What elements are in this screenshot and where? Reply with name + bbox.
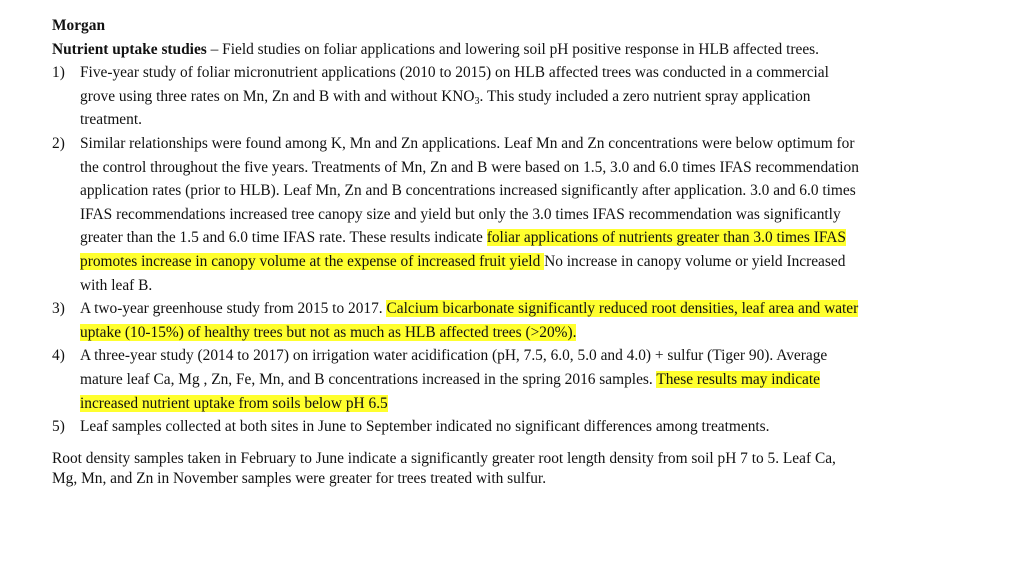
highlighted-text: These results may indicate increased nutrient uptake from soils below pH 6.5 — [80, 370, 820, 412]
highlighted-text: foliar applications of nutrients greater than 3.0 times IFAS promotes increase in canopy volume at the expense of increased fruit yield — [80, 229, 846, 270]
closing-paragraph: Root density samples taken in February to June indicate a significantly greater root length density from soil pH 7 to 5. Leaf Ca, Mg, Mn, and Zn in November samples were greater for trees treated with sulfur. — [52, 449, 836, 488]
list-number: 5) — [52, 418, 65, 436]
item-text: A three-year study (2014 to 2017) on irrigation water acidification (pH, 7.5, 6.0, 5.0 and 4.0) + sulfur (Tiger 90). Average mature leaf Ca, Mg , Zn, Fe, Mn, and B concentrations increased in the spring 2016 samples. — [80, 347, 828, 388]
intro-text: – Field studies on foliar applications and lowering soil pH positive response in HLB affected trees. — [206, 40, 820, 58]
list-item — [52, 415, 860, 439]
list-number: 4) — [52, 347, 65, 365]
intro-lead: Nutrient uptake studies — [52, 40, 207, 58]
list-number: 3) — [52, 300, 65, 318]
item-text: Five-year study of foliar micronutrient applications (2010 to 2015) on HLB affected trees was conducted in a commercial grove using three rates on Mn, Zn and B with and without KNO — [80, 64, 829, 105]
list-number: 1) — [52, 64, 65, 82]
item-text: Similar relationships were found among K, Mn and Zn applications. Leaf Mn and Zn concentrations were below optimum for the control throughout the five years. Treatments of Mn, Zn and B were based on 1.5, 3.0 and 6.0 times IFAS recommendation application rates (prior to HLB). Leaf Mn, Zn and B concentrations increased significantly after application. 3.0 and 6.0 times IFAS recommendations increased tree canopy size and yield but only the 3.0 times IFAS recommendation was significantly greater than the 1.5 and 6.0 time IFAS rate. These results indicate — [80, 134, 859, 247]
author-heading: Morgan — [52, 17, 106, 34]
highlighted-text: Calcium bicarbonate significantly reduced root densities, leaf area and water uptake (10-15%) of healthy trees but not as much as HLB affected trees (>20%). — [80, 300, 859, 341]
subscript: 3 — [474, 95, 480, 107]
list-item — [52, 297, 860, 344]
item-text: No increase in canopy volume or yield Increased with leaf B. — [80, 252, 846, 294]
list-item — [52, 132, 860, 297]
item-text: Leaf samples collected at both sites in June to September indicated no significant differences among treatments. — [80, 418, 770, 436]
list-item — [52, 61, 860, 132]
item-text: . This study included a zero nutrient spray application treatment. — [80, 87, 811, 129]
document-body — [52, 14, 860, 490]
list-item — [52, 344, 860, 415]
list-number: 2) — [52, 134, 65, 152]
findings-list — [52, 61, 860, 439]
item-text: A two-year greenhouse study from 2015 to 2017. — [80, 300, 387, 318]
intro-paragraph — [52, 38, 860, 62]
